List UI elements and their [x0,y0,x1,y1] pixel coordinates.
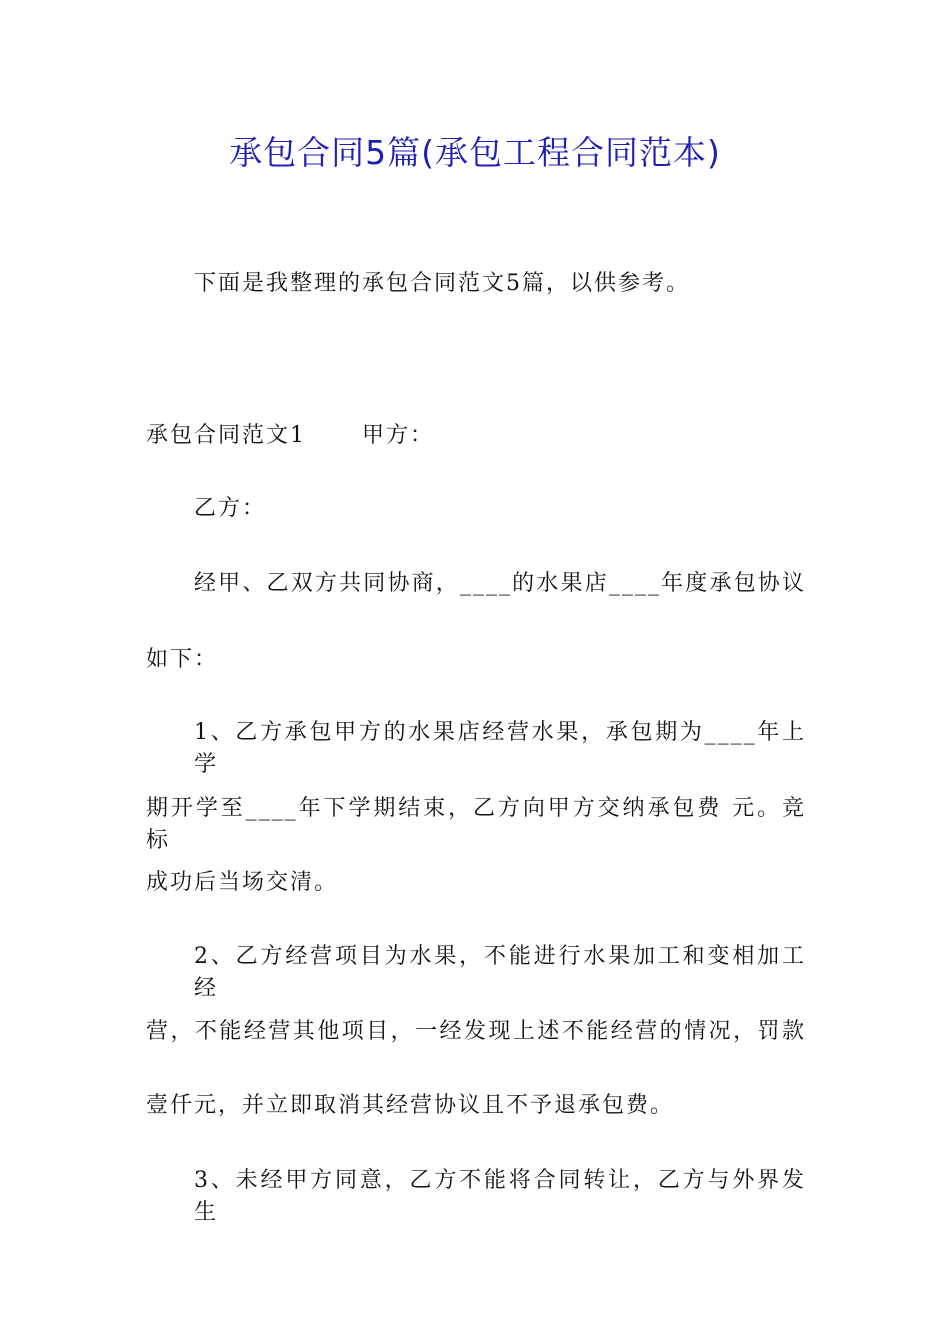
paragraph-line: 期开学至____年下学期结束，乙方向甲方交纳承包费 元。竞标 [146,796,806,853]
paragraph-line: 1、乙方承包甲方的水果店经营水果，承包期为____年上学 [194,720,806,777]
paragraph-line: 成功后当场交清。 [146,870,339,895]
section-heading: 承包合同范文1 [146,423,306,448]
paragraph-line: 3、未经甲方同意，乙方不能将合同转让，乙方与外界发生 [194,1168,806,1225]
intro-paragraph: 下面是我整理的承包合同范文5篇，以供参考。 [194,271,690,296]
party-a-label: 甲方： [362,423,435,448]
paragraph-line: 营，不能经营其他项目，一经发现上述不能经营的情况，罚款 [146,1019,806,1044]
party-b-label: 乙方： [194,496,267,521]
paragraph-line: 如下： [146,647,219,672]
paragraph-line: 经甲、乙双方共同协商，____的水果店____年度承包协议 [194,571,806,596]
paragraph-line: 壹仟元，并立即取消其经营协议且不予退承包费。 [146,1093,675,1118]
document-title: 承包合同5篇(承包工程合同范本) [229,133,721,172]
section-heading-row [146,420,806,452]
paragraph-line: 2、乙方经营项目为水果，不能进行水果加工和变相加工经 [194,944,806,1001]
